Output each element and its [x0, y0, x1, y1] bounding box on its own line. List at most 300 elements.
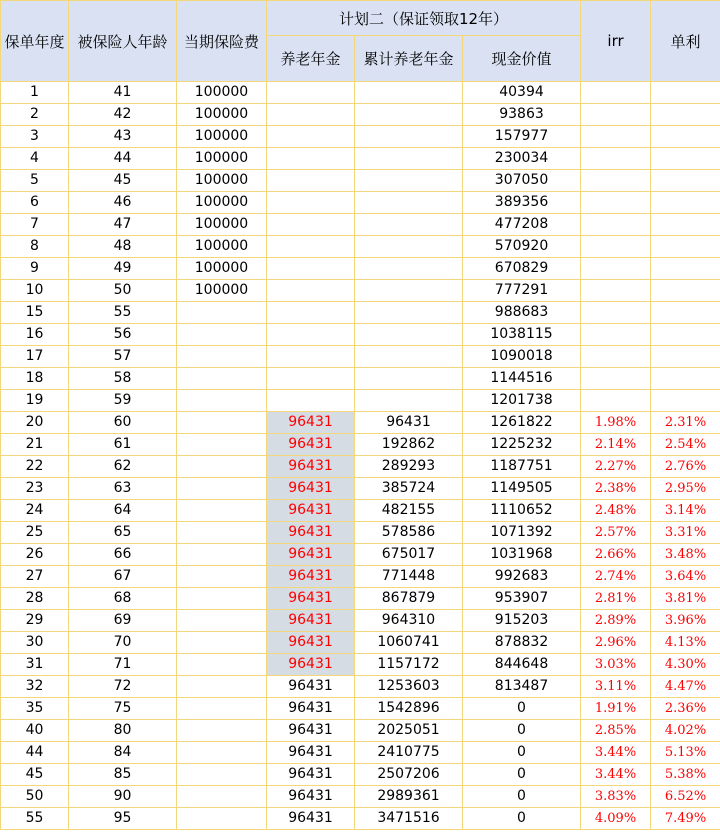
table-row — [1, 478, 720, 500]
cell-cash-value: 670829 — [463, 258, 581, 280]
cell-cumulative-annuity: 2025051 — [355, 720, 463, 742]
cell-irr — [581, 346, 651, 368]
cell-irr — [581, 104, 651, 126]
cell-age: 65 — [69, 522, 177, 544]
cell-year: 28 — [1, 588, 69, 610]
cell-irr: 2.27% — [581, 456, 651, 478]
table-row — [1, 764, 720, 786]
cell-irr: 4.09% — [581, 808, 651, 830]
cell-year: 9 — [1, 258, 69, 280]
cell-age: 47 — [69, 214, 177, 236]
cell-age: 46 — [69, 192, 177, 214]
cell-cash-value: 777291 — [463, 280, 581, 302]
table-row — [1, 148, 720, 170]
cell-cumulative-annuity: 1542896 — [355, 698, 463, 720]
cell-cumulative-annuity — [355, 280, 463, 302]
cell-annuity: 96431 — [267, 412, 355, 434]
cell-annuity: 96431 — [267, 500, 355, 522]
cell-irr: 3.44% — [581, 764, 651, 786]
cell-cash-value: 1201738 — [463, 390, 581, 412]
cell-premium — [177, 456, 267, 478]
cell-age: 80 — [69, 720, 177, 742]
cell-cash-value: 0 — [463, 742, 581, 764]
cell-premium: 100000 — [177, 214, 267, 236]
cell-annuity — [267, 390, 355, 412]
cell-irr: 2.66% — [581, 544, 651, 566]
cell-premium — [177, 764, 267, 786]
cell-cumulative-annuity: 3471516 — [355, 808, 463, 830]
cell-age: 45 — [69, 170, 177, 192]
cell-year: 50 — [1, 786, 69, 808]
cell-annuity — [267, 170, 355, 192]
cell-premium — [177, 808, 267, 830]
cell-annuity — [267, 368, 355, 390]
cell-irr — [581, 170, 651, 192]
cell-cumulative-annuity — [355, 104, 463, 126]
cell-year: 19 — [1, 390, 69, 412]
cell-year: 2 — [1, 104, 69, 126]
cell-irr — [581, 302, 651, 324]
cell-premium: 100000 — [177, 280, 267, 302]
cell-age: 67 — [69, 566, 177, 588]
cell-simple-interest — [651, 148, 720, 170]
cell-year: 21 — [1, 434, 69, 456]
cell-premium — [177, 588, 267, 610]
cell-simple-interest: 5.38% — [651, 764, 720, 786]
cell-annuity: 96431 — [267, 742, 355, 764]
cell-annuity: 96431 — [267, 698, 355, 720]
header-premium: 当期保险费 — [177, 1, 267, 82]
cell-annuity: 96431 — [267, 786, 355, 808]
cell-year: 45 — [1, 764, 69, 786]
cell-year: 29 — [1, 610, 69, 632]
cell-premium: 100000 — [177, 192, 267, 214]
cell-cumulative-annuity — [355, 82, 463, 104]
cell-irr: 3.83% — [581, 786, 651, 808]
cell-irr: 3.44% — [581, 742, 651, 764]
cell-cash-value: 1110652 — [463, 500, 581, 522]
cell-annuity — [267, 302, 355, 324]
table-row — [1, 720, 720, 742]
cell-premium — [177, 522, 267, 544]
cell-cumulative-annuity — [355, 324, 463, 346]
cell-cumulative-annuity: 771448 — [355, 566, 463, 588]
table-row — [1, 742, 720, 764]
cell-age: 57 — [69, 346, 177, 368]
cell-premium: 100000 — [177, 258, 267, 280]
cell-year: 17 — [1, 346, 69, 368]
cell-simple-interest: 6.52% — [651, 786, 720, 808]
cell-cumulative-annuity — [355, 368, 463, 390]
cell-annuity: 96431 — [267, 720, 355, 742]
cell-year: 7 — [1, 214, 69, 236]
cell-annuity — [267, 258, 355, 280]
cell-cash-value: 0 — [463, 698, 581, 720]
cell-cash-value: 0 — [463, 808, 581, 830]
table-row — [1, 566, 720, 588]
table-row — [1, 632, 720, 654]
cell-annuity — [267, 82, 355, 104]
cell-premium — [177, 566, 267, 588]
table-row — [1, 654, 720, 676]
cell-year: 35 — [1, 698, 69, 720]
cell-irr — [581, 126, 651, 148]
header-year: 保单年度 — [1, 1, 69, 82]
cell-age: 49 — [69, 258, 177, 280]
cell-annuity: 96431 — [267, 632, 355, 654]
cell-cash-value: 1031968 — [463, 544, 581, 566]
cell-annuity — [267, 214, 355, 236]
cell-cumulative-annuity — [355, 214, 463, 236]
cell-premium — [177, 742, 267, 764]
cell-annuity — [267, 104, 355, 126]
table-row — [1, 192, 720, 214]
cell-cash-value: 1261822 — [463, 412, 581, 434]
cell-irr — [581, 148, 651, 170]
table-row — [1, 698, 720, 720]
cell-cash-value: 878832 — [463, 632, 581, 654]
cell-annuity: 96431 — [267, 654, 355, 676]
header-annuity: 养老年金 — [267, 36, 355, 82]
cell-annuity: 96431 — [267, 478, 355, 500]
cell-irr: 2.96% — [581, 632, 651, 654]
cell-cash-value: 1149505 — [463, 478, 581, 500]
table-row — [1, 808, 720, 830]
header-cumulative-annuity: 累计养老年金 — [355, 36, 463, 82]
cell-age: 58 — [69, 368, 177, 390]
cell-premium — [177, 632, 267, 654]
table-row — [1, 368, 720, 390]
cell-year: 5 — [1, 170, 69, 192]
cell-age: 63 — [69, 478, 177, 500]
cell-simple-interest — [651, 192, 720, 214]
cell-simple-interest: 3.96% — [651, 610, 720, 632]
cell-irr: 2.74% — [581, 566, 651, 588]
cell-year: 6 — [1, 192, 69, 214]
cell-annuity — [267, 126, 355, 148]
table-row — [1, 104, 720, 126]
cell-simple-interest: 2.36% — [651, 698, 720, 720]
table-row — [1, 170, 720, 192]
cell-cash-value: 0 — [463, 720, 581, 742]
cell-cash-value: 230034 — [463, 148, 581, 170]
cell-annuity: 96431 — [267, 588, 355, 610]
cell-year: 18 — [1, 368, 69, 390]
cell-irr: 2.85% — [581, 720, 651, 742]
cell-annuity — [267, 148, 355, 170]
cell-cumulative-annuity: 964310 — [355, 610, 463, 632]
cell-irr: 3.11% — [581, 676, 651, 698]
cell-irr: 1.98% — [581, 412, 651, 434]
table-row — [1, 434, 720, 456]
cell-age: 64 — [69, 500, 177, 522]
cell-premium — [177, 302, 267, 324]
cell-annuity — [267, 346, 355, 368]
table-row — [1, 786, 720, 808]
cell-cumulative-annuity — [355, 148, 463, 170]
cell-simple-interest — [651, 258, 720, 280]
cell-irr — [581, 214, 651, 236]
cell-cash-value: 813487 — [463, 676, 581, 698]
cell-premium — [177, 654, 267, 676]
table-row — [1, 302, 720, 324]
cell-simple-interest: 4.13% — [651, 632, 720, 654]
cell-year: 1 — [1, 82, 69, 104]
cell-year: 44 — [1, 742, 69, 764]
cell-age: 55 — [69, 302, 177, 324]
cell-premium: 100000 — [177, 170, 267, 192]
cell-irr: 2.14% — [581, 434, 651, 456]
cell-premium — [177, 786, 267, 808]
cell-cumulative-annuity: 1060741 — [355, 632, 463, 654]
cell-cash-value: 1225232 — [463, 434, 581, 456]
cell-age: 70 — [69, 632, 177, 654]
cell-premium — [177, 720, 267, 742]
cell-cumulative-annuity: 2507206 — [355, 764, 463, 786]
header-irr: irr — [581, 1, 651, 82]
cell-cash-value: 953907 — [463, 588, 581, 610]
cell-year: 27 — [1, 566, 69, 588]
cell-age: 43 — [69, 126, 177, 148]
cell-cumulative-annuity — [355, 192, 463, 214]
cell-cumulative-annuity — [355, 236, 463, 258]
header-cash-value: 现金价值 — [463, 36, 581, 82]
cell-age: 72 — [69, 676, 177, 698]
cell-premium — [177, 544, 267, 566]
cell-cumulative-annuity — [355, 170, 463, 192]
cell-cumulative-annuity: 578586 — [355, 522, 463, 544]
table-row — [1, 258, 720, 280]
cell-irr — [581, 324, 651, 346]
header-age: 被保险人年龄 — [69, 1, 177, 82]
cell-premium — [177, 412, 267, 434]
cell-premium — [177, 390, 267, 412]
cell-cumulative-annuity: 2989361 — [355, 786, 463, 808]
cell-simple-interest: 3.31% — [651, 522, 720, 544]
cell-annuity — [267, 236, 355, 258]
cell-simple-interest — [651, 170, 720, 192]
cell-annuity: 96431 — [267, 808, 355, 830]
cell-premium: 100000 — [177, 148, 267, 170]
cell-cumulative-annuity — [355, 258, 463, 280]
cell-irr: 1.91% — [581, 698, 651, 720]
cell-cumulative-annuity: 482155 — [355, 500, 463, 522]
cell-age: 61 — [69, 434, 177, 456]
cell-simple-interest: 2.54% — [651, 434, 720, 456]
cell-irr — [581, 236, 651, 258]
cell-cash-value: 93863 — [463, 104, 581, 126]
table-body — [1, 82, 720, 830]
cell-age: 71 — [69, 654, 177, 676]
cell-annuity — [267, 324, 355, 346]
cell-simple-interest: 3.64% — [651, 566, 720, 588]
cell-cumulative-annuity: 96431 — [355, 412, 463, 434]
cell-age: 44 — [69, 148, 177, 170]
cell-age: 41 — [69, 82, 177, 104]
cell-year: 55 — [1, 808, 69, 830]
cell-cash-value: 844648 — [463, 654, 581, 676]
cell-irr — [581, 258, 651, 280]
cell-cash-value: 1144516 — [463, 368, 581, 390]
cell-simple-interest: 2.95% — [651, 478, 720, 500]
cell-age: 75 — [69, 698, 177, 720]
cell-simple-interest: 2.31% — [651, 412, 720, 434]
cell-cash-value: 992683 — [463, 566, 581, 588]
table-row — [1, 324, 720, 346]
cell-cumulative-annuity: 2410775 — [355, 742, 463, 764]
cell-cash-value: 389356 — [463, 192, 581, 214]
cell-cumulative-annuity: 675017 — [355, 544, 463, 566]
cell-annuity: 96431 — [267, 566, 355, 588]
cell-irr — [581, 82, 651, 104]
cell-age: 62 — [69, 456, 177, 478]
cell-year: 10 — [1, 280, 69, 302]
cell-annuity: 96431 — [267, 676, 355, 698]
table-row — [1, 610, 720, 632]
cell-simple-interest: 4.02% — [651, 720, 720, 742]
cell-cash-value: 915203 — [463, 610, 581, 632]
cell-simple-interest — [651, 280, 720, 302]
table-row — [1, 280, 720, 302]
cell-year: 4 — [1, 148, 69, 170]
table-row — [1, 126, 720, 148]
cell-premium — [177, 478, 267, 500]
cell-irr: 2.57% — [581, 522, 651, 544]
cell-annuity: 96431 — [267, 610, 355, 632]
header-simple-interest: 单利 — [651, 1, 720, 82]
cell-cumulative-annuity — [355, 346, 463, 368]
table-row — [1, 346, 720, 368]
cell-age: 42 — [69, 104, 177, 126]
cell-irr: 2.89% — [581, 610, 651, 632]
cell-premium: 100000 — [177, 82, 267, 104]
cell-simple-interest — [651, 214, 720, 236]
cell-cumulative-annuity: 867879 — [355, 588, 463, 610]
cell-cash-value: 570920 — [463, 236, 581, 258]
cell-premium — [177, 500, 267, 522]
cell-premium — [177, 368, 267, 390]
cell-age: 50 — [69, 280, 177, 302]
cell-irr — [581, 280, 651, 302]
cell-cash-value: 40394 — [463, 82, 581, 104]
cell-simple-interest — [651, 302, 720, 324]
table-row — [1, 214, 720, 236]
cell-year: 32 — [1, 676, 69, 698]
cell-simple-interest: 3.48% — [651, 544, 720, 566]
cell-simple-interest: 4.47% — [651, 676, 720, 698]
cell-simple-interest — [651, 368, 720, 390]
cell-irr: 2.48% — [581, 500, 651, 522]
cell-year: 25 — [1, 522, 69, 544]
cell-simple-interest: 2.76% — [651, 456, 720, 478]
cell-age: 90 — [69, 786, 177, 808]
cell-cash-value: 988683 — [463, 302, 581, 324]
cell-annuity: 96431 — [267, 434, 355, 456]
cell-cash-value: 1187751 — [463, 456, 581, 478]
cell-annuity — [267, 192, 355, 214]
cell-premium: 100000 — [177, 236, 267, 258]
table-row — [1, 236, 720, 258]
cell-irr: 3.03% — [581, 654, 651, 676]
cell-simple-interest — [651, 346, 720, 368]
cell-year: 8 — [1, 236, 69, 258]
cell-year: 20 — [1, 412, 69, 434]
cell-premium — [177, 324, 267, 346]
cell-cumulative-annuity — [355, 302, 463, 324]
cell-cumulative-annuity: 289293 — [355, 456, 463, 478]
cell-premium — [177, 346, 267, 368]
cell-year: 40 — [1, 720, 69, 742]
cell-year: 22 — [1, 456, 69, 478]
table-row — [1, 456, 720, 478]
cell-age: 66 — [69, 544, 177, 566]
cell-simple-interest — [651, 104, 720, 126]
cell-simple-interest: 4.30% — [651, 654, 720, 676]
cell-cash-value: 1071392 — [463, 522, 581, 544]
cell-year: 24 — [1, 500, 69, 522]
cell-year: 31 — [1, 654, 69, 676]
cell-irr: 2.81% — [581, 588, 651, 610]
cell-simple-interest — [651, 82, 720, 104]
table-row — [1, 544, 720, 566]
cell-age: 48 — [69, 236, 177, 258]
cell-simple-interest — [651, 390, 720, 412]
cell-year: 16 — [1, 324, 69, 346]
cell-annuity — [267, 280, 355, 302]
cell-year: 26 — [1, 544, 69, 566]
cell-cash-value: 0 — [463, 764, 581, 786]
cell-simple-interest: 3.81% — [651, 588, 720, 610]
cell-simple-interest: 3.14% — [651, 500, 720, 522]
cell-year: 3 — [1, 126, 69, 148]
cell-cumulative-annuity: 1253603 — [355, 676, 463, 698]
table-row — [1, 522, 720, 544]
cell-cumulative-annuity: 192862 — [355, 434, 463, 456]
cell-cumulative-annuity — [355, 390, 463, 412]
cell-annuity: 96431 — [267, 764, 355, 786]
cell-simple-interest — [651, 126, 720, 148]
cell-simple-interest: 5.13% — [651, 742, 720, 764]
table-row — [1, 588, 720, 610]
cell-age: 84 — [69, 742, 177, 764]
cell-premium — [177, 434, 267, 456]
cell-cash-value: 477208 — [463, 214, 581, 236]
cell-age: 56 — [69, 324, 177, 346]
cell-cumulative-annuity — [355, 126, 463, 148]
cell-premium — [177, 676, 267, 698]
cell-age: 68 — [69, 588, 177, 610]
cell-irr — [581, 390, 651, 412]
cell-annuity: 96431 — [267, 544, 355, 566]
cell-annuity: 96431 — [267, 522, 355, 544]
cell-irr — [581, 192, 651, 214]
cell-simple-interest: 7.49% — [651, 808, 720, 830]
cell-age: 85 — [69, 764, 177, 786]
cell-cash-value: 1038115 — [463, 324, 581, 346]
cell-simple-interest — [651, 236, 720, 258]
cell-simple-interest — [651, 324, 720, 346]
cell-annuity: 96431 — [267, 456, 355, 478]
cell-irr — [581, 368, 651, 390]
cell-age: 59 — [69, 390, 177, 412]
cell-year: 30 — [1, 632, 69, 654]
table-header — [1, 1, 720, 82]
cell-premium — [177, 698, 267, 720]
cell-cumulative-annuity: 1157172 — [355, 654, 463, 676]
cell-cash-value: 0 — [463, 786, 581, 808]
cell-cash-value: 1090018 — [463, 346, 581, 368]
cell-cash-value: 307050 — [463, 170, 581, 192]
